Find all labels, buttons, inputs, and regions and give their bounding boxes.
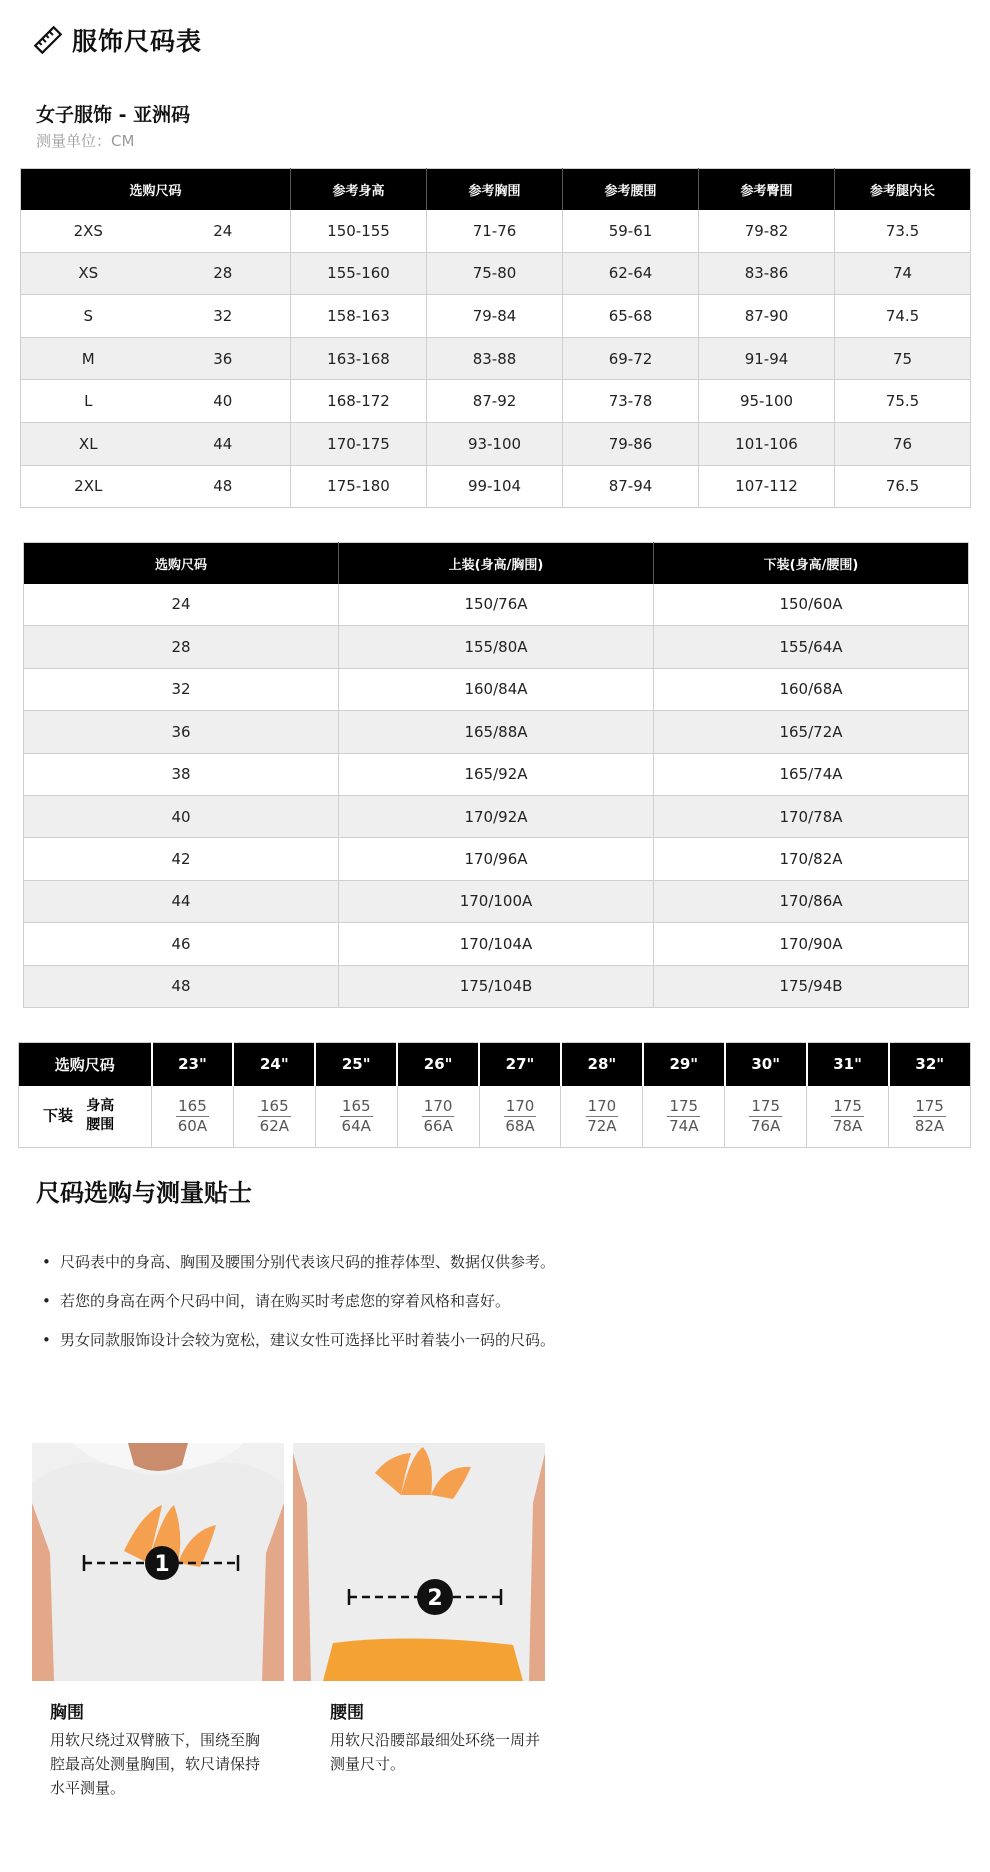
table-cell: 36	[156, 337, 291, 380]
table-cell: L	[21, 380, 156, 423]
table-cell: 170/92A	[339, 795, 654, 837]
header-cell: 参考臀围	[699, 169, 835, 210]
height-value: 175	[833, 1096, 862, 1115]
size-value-cell	[233, 1086, 315, 1148]
table-cell: 170/104A	[339, 923, 654, 965]
chest-title: 胸围	[50, 1703, 84, 1723]
table-cell: 93-100	[427, 422, 563, 465]
table-cell: 87-94	[563, 465, 699, 508]
waist-value: 64A	[341, 1116, 371, 1135]
table-row	[21, 210, 971, 253]
waist-measure-photo	[293, 1443, 545, 1681]
section-title: 女子服饰 - 亚洲码	[36, 104, 191, 126]
height-waist-fraction	[913, 1097, 946, 1136]
table-cell: 71-76	[427, 210, 563, 253]
size-table-garment-codes	[23, 542, 969, 1008]
height-waist-fraction	[831, 1097, 864, 1136]
size-value-cell	[807, 1086, 889, 1148]
header-cell: 参考腰围	[563, 169, 699, 210]
ruler-icon	[34, 26, 62, 54]
table-cell: 65-68	[563, 295, 699, 338]
chest-description: 用软尺绕过双臂腋下，围绕至胸腔最高处测量胸围，软尺请保持水平测量。	[50, 1731, 261, 1797]
table-cell: 101-106	[699, 422, 835, 465]
waist-value: 82A	[914, 1116, 945, 1135]
table-cell: 87-92	[427, 380, 563, 423]
size-header-cell: 28"	[561, 1043, 643, 1086]
size-value-cell	[479, 1086, 561, 1148]
table-row	[21, 465, 971, 508]
table-cell: 40	[156, 380, 291, 423]
table-row	[24, 795, 969, 837]
table-cell: 2XL	[21, 465, 156, 508]
table-cell: 59-61	[563, 210, 699, 253]
table-cell: 24	[156, 210, 291, 253]
size-value-cell	[315, 1086, 397, 1148]
table-row	[24, 584, 969, 626]
height-value: 165	[178, 1096, 207, 1115]
table-cell: 170/78A	[654, 795, 969, 837]
size-header-cell: 23"	[152, 1043, 234, 1086]
tip-item: • 男女同款服饰设计会较为宽松，建议女性可选择比平时着装小一码的尺码。	[58, 1328, 558, 1353]
waist-value: 76A	[751, 1116, 781, 1135]
table-cell: 95-100	[699, 380, 835, 423]
badge-1-label: 1	[154, 1552, 170, 1577]
row-sub-label	[86, 1097, 114, 1135]
size-header-cell: 31"	[807, 1043, 889, 1086]
table-cell: 99-104	[427, 465, 563, 508]
height-value: 170	[505, 1096, 535, 1115]
table-cell: 165/74A	[654, 753, 969, 795]
table-cell: 160/68A	[654, 668, 969, 710]
height-waist-fraction	[340, 1097, 373, 1136]
table-cell: 163-168	[291, 337, 427, 380]
header-cell: 参考胸围	[427, 169, 563, 210]
table-row	[24, 838, 969, 880]
table-cell: 75.5	[835, 380, 971, 423]
table-cell: 44	[24, 880, 339, 922]
row-sub-top: 身高	[86, 1098, 115, 1115]
table-cell: 79-86	[563, 422, 699, 465]
table-cell: 150/76A	[339, 584, 654, 626]
table-cell: 76.5	[835, 465, 971, 508]
height-waist-fraction	[504, 1097, 537, 1136]
table-cell: 87-90	[699, 295, 835, 338]
size-header-cell: 32"	[889, 1043, 971, 1086]
table-cell: 170/96A	[339, 838, 654, 880]
size-header-cell: 27"	[479, 1043, 561, 1086]
table-cell: 150-155	[291, 210, 427, 253]
table-cell: 91-94	[699, 337, 835, 380]
table-cell: 48	[156, 465, 291, 508]
table-cell: 73-78	[563, 380, 699, 423]
table-cell: 170/90A	[654, 923, 969, 965]
table-cell: 168-172	[291, 380, 427, 423]
table-cell: 75-80	[427, 252, 563, 295]
table-cell: XS	[21, 252, 156, 295]
waist-value: 68A	[505, 1116, 535, 1135]
table-cell: 79-84	[427, 295, 563, 338]
table-row	[24, 711, 969, 753]
header-cell: 选购尺码	[21, 169, 291, 210]
table-cell: 40	[24, 795, 339, 837]
table-cell: 79-82	[699, 210, 835, 253]
table-cell: 32	[24, 668, 339, 710]
row-label-cell	[19, 1086, 152, 1148]
table-cell: 69-72	[563, 337, 699, 380]
size-value-cell	[152, 1086, 234, 1148]
table-header-row	[24, 543, 969, 584]
height-waist-fraction	[258, 1097, 291, 1136]
table-cell: 150/60A	[654, 584, 969, 626]
waist-measure-illustration	[293, 1443, 545, 1681]
table-cell: 175/94B	[654, 965, 969, 1007]
unit-label: 测量单位：CM	[36, 132, 135, 150]
header-cell: 参考腿内长	[835, 169, 971, 210]
table-cell: M	[21, 337, 156, 380]
tip-item: • 若您的身高在两个尺码中间，请在购买时考虑您的穿着风格和喜好。	[58, 1289, 558, 1314]
table-cell: 28	[156, 252, 291, 295]
size-header-cell: 25"	[315, 1043, 397, 1086]
size-header-cell: 26"	[397, 1043, 479, 1086]
page-title: 服饰尺码表	[72, 27, 203, 56]
size-value-cell	[397, 1086, 479, 1148]
table-cell: 158-163	[291, 295, 427, 338]
header-cell: 下装(身高/腰围)	[654, 543, 969, 584]
table-cell: XL	[21, 422, 156, 465]
table-row	[21, 295, 971, 338]
table-cell: 38	[24, 753, 339, 795]
table-cell: 155/80A	[339, 626, 654, 668]
size-table-body-measurements	[20, 168, 971, 508]
row-label: 下装	[43, 1106, 74, 1125]
height-value: 175	[669, 1096, 699, 1115]
table-row	[21, 422, 971, 465]
waist-value: 66A	[423, 1116, 453, 1135]
height-waist-fraction	[176, 1097, 209, 1136]
chest-measure-illustration	[32, 1443, 284, 1681]
size-header-cell: 24"	[233, 1043, 315, 1086]
table-cell: 28	[24, 626, 339, 668]
table-cell: 165/72A	[654, 711, 969, 753]
waist-value: 72A	[587, 1116, 617, 1135]
tip-item: • 尺码表中的身高、胸围及腰围分别代表该尺码的推荐体型、数据仅供参考。	[58, 1250, 558, 1275]
table-cell: 165/88A	[339, 711, 654, 753]
waist-value: 78A	[832, 1116, 863, 1135]
waist-description: 用软尺沿腰部最细处环绕一周并测量尺寸。	[330, 1731, 541, 1773]
header-cell: 上装(身高/胸围)	[339, 543, 654, 584]
badge-2-label: 2	[427, 1586, 443, 1611]
table-cell: 155/64A	[654, 626, 969, 668]
table-cell: 73.5	[835, 210, 971, 253]
table-cell: 155-160	[291, 252, 427, 295]
table-cell: 24	[24, 584, 339, 626]
table-row	[24, 668, 969, 710]
table-cell: 44	[156, 422, 291, 465]
height-value: 175	[751, 1096, 780, 1115]
table-header-row	[21, 169, 971, 210]
tips-list	[58, 1250, 558, 1367]
table-header-row	[19, 1043, 971, 1086]
height-waist-fraction	[667, 1097, 700, 1136]
size-value-cell	[725, 1086, 807, 1148]
height-value: 170	[423, 1096, 453, 1115]
table-row	[21, 252, 971, 295]
table-cell: 175-180	[291, 465, 427, 508]
height-value: 175	[915, 1096, 944, 1115]
table-cell: 36	[24, 711, 339, 753]
header-cell: 选购尺码	[19, 1043, 152, 1086]
table-cell: 83-88	[427, 337, 563, 380]
table-cell: 165/92A	[339, 753, 654, 795]
height-waist-fraction	[586, 1097, 619, 1136]
table-cell: 74.5	[835, 295, 971, 338]
table-cell: 76	[835, 422, 971, 465]
row-sub-bottom: 腰围	[86, 1117, 115, 1134]
table-cell: 175/104B	[339, 965, 654, 1007]
table-row	[21, 380, 971, 423]
table-cell: 48	[24, 965, 339, 1007]
height-value: 170	[587, 1096, 617, 1115]
height-value: 165	[341, 1096, 371, 1115]
table-cell: 170-175	[291, 422, 427, 465]
waist-value: 62A	[259, 1116, 290, 1135]
size-header-cell: 29"	[643, 1043, 725, 1086]
header-cell: 选购尺码	[24, 543, 339, 584]
size-value-cell	[643, 1086, 725, 1148]
height-waist-fraction	[749, 1097, 782, 1136]
size-value-cell	[561, 1086, 643, 1148]
table-row	[24, 626, 969, 668]
table-cell: S	[21, 295, 156, 338]
tips-title: 尺码选购与测量贴士	[36, 1179, 252, 1207]
table-cell: 42	[24, 838, 339, 880]
size-value-cell	[889, 1086, 971, 1148]
table-cell: 32	[156, 295, 291, 338]
size-table-inch-waist	[18, 1042, 971, 1148]
table-cell: 107-112	[699, 465, 835, 508]
height-value: 165	[260, 1096, 289, 1115]
table-row	[24, 880, 969, 922]
waist-value: 60A	[177, 1116, 208, 1135]
table-cell: 74	[835, 252, 971, 295]
page-header	[34, 20, 202, 60]
table-cell: 75	[835, 337, 971, 380]
table-row	[21, 337, 971, 380]
table-cell: 62-64	[563, 252, 699, 295]
header-cell: 参考身高	[291, 169, 427, 210]
table-cell: 2XS	[21, 210, 156, 253]
table-row	[19, 1086, 971, 1148]
table-cell: 170/82A	[654, 838, 969, 880]
waist-title: 腰围	[330, 1703, 364, 1723]
table-cell: 83-86	[699, 252, 835, 295]
table-row	[24, 965, 969, 1007]
table-cell: 170/100A	[339, 880, 654, 922]
height-waist-fraction	[422, 1097, 455, 1136]
table-cell: 46	[24, 923, 339, 965]
table-cell: 170/86A	[654, 880, 969, 922]
chest-measure-photo	[32, 1443, 284, 1681]
size-header-cell: 30"	[725, 1043, 807, 1086]
table-row	[24, 753, 969, 795]
table-row	[24, 923, 969, 965]
waist-value: 74A	[669, 1116, 699, 1135]
table-cell: 160/84A	[339, 668, 654, 710]
